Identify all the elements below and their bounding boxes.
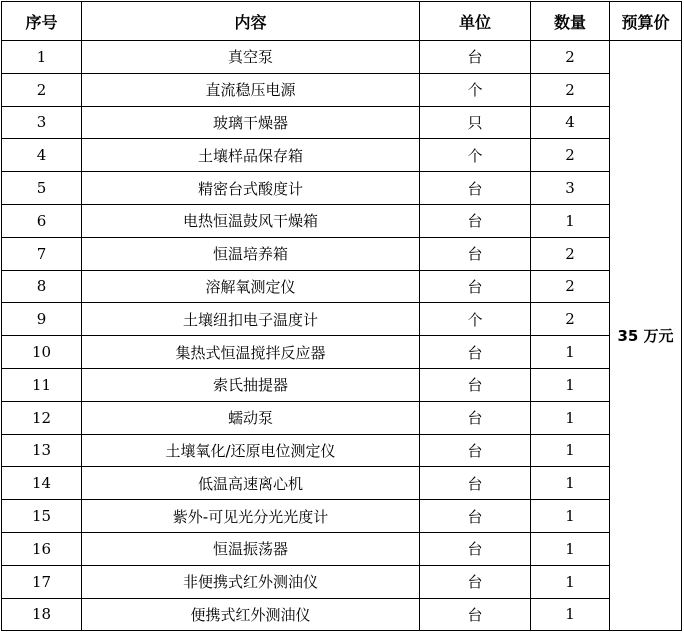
row-unit-cell: 台 (420, 532, 531, 565)
table-row (2, 401, 682, 434)
row-unit-cell: 台 (420, 41, 531, 74)
equipment-budget-table (1, 1, 682, 631)
row-quantity-cell: 1 (531, 565, 610, 598)
row-quantity-cell: 1 (531, 532, 610, 565)
row-content-cell: 恒温培养箱 (82, 237, 420, 270)
row-content-cell: 索氏抽提器 (82, 368, 420, 401)
row-quantity-cell: 3 (531, 172, 610, 205)
row-index-cell: 11 (2, 368, 82, 401)
row-content-cell: 玻璃干燥器 (82, 106, 420, 139)
row-unit-cell: 台 (420, 401, 531, 434)
row-content-cell: 低温高速离心机 (82, 467, 420, 500)
row-unit-cell: 台 (420, 204, 531, 237)
table-row (2, 41, 682, 74)
row-index-cell: 10 (2, 336, 82, 369)
table-row (2, 237, 682, 270)
table-row (2, 270, 682, 303)
row-unit-cell: 台 (420, 270, 531, 303)
row-content-cell: 精密台式酸度计 (82, 172, 420, 205)
row-quantity-cell: 1 (531, 500, 610, 533)
row-content-cell: 电热恒温鼓风干燥箱 (82, 204, 420, 237)
row-content-cell: 紫外-可见光分光光度计 (82, 500, 420, 533)
row-index-cell: 12 (2, 401, 82, 434)
row-content-cell: 直流稳压电源 (82, 73, 420, 106)
row-unit-cell: 台 (420, 336, 531, 369)
row-quantity-cell: 2 (531, 237, 610, 270)
row-quantity-cell: 1 (531, 434, 610, 467)
row-unit-cell: 台 (420, 565, 531, 598)
row-index-cell: 7 (2, 237, 82, 270)
row-quantity-cell: 2 (531, 139, 610, 172)
row-index-cell: 16 (2, 532, 82, 565)
row-unit-cell: 台 (420, 368, 531, 401)
row-content-cell: 土壤纽扣电子温度计 (82, 303, 420, 336)
row-quantity-cell: 2 (531, 303, 610, 336)
row-quantity-cell: 4 (531, 106, 610, 139)
table-row (2, 303, 682, 336)
row-quantity-cell: 2 (531, 270, 610, 303)
row-unit-cell: 台 (420, 172, 531, 205)
row-index-cell: 5 (2, 172, 82, 205)
row-quantity-cell: 2 (531, 73, 610, 106)
row-quantity-cell: 1 (531, 204, 610, 237)
table-row (2, 106, 682, 139)
row-index-cell: 15 (2, 500, 82, 533)
table-row (2, 467, 682, 500)
row-content-cell: 集热式恒温搅拌反应器 (82, 336, 420, 369)
table-row (2, 598, 682, 631)
row-index-cell: 3 (2, 106, 82, 139)
row-content-cell: 土壤样品保存箱 (82, 139, 420, 172)
table-body (2, 41, 682, 631)
row-content-cell: 恒温振荡器 (82, 532, 420, 565)
row-unit-cell: 台 (420, 467, 531, 500)
row-unit-cell: 台 (420, 434, 531, 467)
row-index-cell: 2 (2, 73, 82, 106)
table-header-row (2, 2, 682, 41)
row-content-cell: 便携式红外测油仪 (82, 598, 420, 631)
row-index-cell: 4 (2, 139, 82, 172)
row-index-cell: 6 (2, 204, 82, 237)
row-index-cell: 18 (2, 598, 82, 631)
row-content-cell: 溶解氧测定仪 (82, 270, 420, 303)
budget-total-cell: 35 万元 (610, 41, 682, 631)
row-index-cell: 13 (2, 434, 82, 467)
table-row (2, 532, 682, 565)
row-content-cell: 蠕动泵 (82, 401, 420, 434)
row-quantity-cell: 2 (531, 41, 610, 74)
header-quantity: 数量 (531, 2, 610, 41)
header-index: 序号 (2, 2, 82, 41)
row-quantity-cell: 1 (531, 336, 610, 369)
row-unit-cell: 个 (420, 73, 531, 106)
row-index-cell: 1 (2, 41, 82, 74)
row-index-cell: 9 (2, 303, 82, 336)
table-row (2, 172, 682, 205)
row-quantity-cell: 1 (531, 467, 610, 500)
header-budget: 预算价 (610, 2, 682, 41)
table-row (2, 434, 682, 467)
table-row (2, 336, 682, 369)
row-unit-cell: 台 (420, 500, 531, 533)
table-row (2, 73, 682, 106)
table-row (2, 565, 682, 598)
row-index-cell: 14 (2, 467, 82, 500)
row-quantity-cell: 1 (531, 598, 610, 631)
row-quantity-cell: 1 (531, 368, 610, 401)
row-unit-cell: 个 (420, 303, 531, 336)
row-unit-cell: 只 (420, 106, 531, 139)
row-index-cell: 8 (2, 270, 82, 303)
header-content: 内容 (82, 2, 420, 41)
row-index-cell: 17 (2, 565, 82, 598)
table-row (2, 368, 682, 401)
row-unit-cell: 台 (420, 237, 531, 270)
row-content-cell: 非便携式红外测油仪 (82, 565, 420, 598)
table-row (2, 500, 682, 533)
row-unit-cell: 台 (420, 598, 531, 631)
row-unit-cell: 个 (420, 139, 531, 172)
row-quantity-cell: 1 (531, 401, 610, 434)
header-unit: 单位 (420, 2, 531, 41)
row-content-cell: 真空泵 (82, 41, 420, 74)
table-row (2, 139, 682, 172)
table-row (2, 204, 682, 237)
row-content-cell: 土壤氧化/还原电位测定仪 (82, 434, 420, 467)
